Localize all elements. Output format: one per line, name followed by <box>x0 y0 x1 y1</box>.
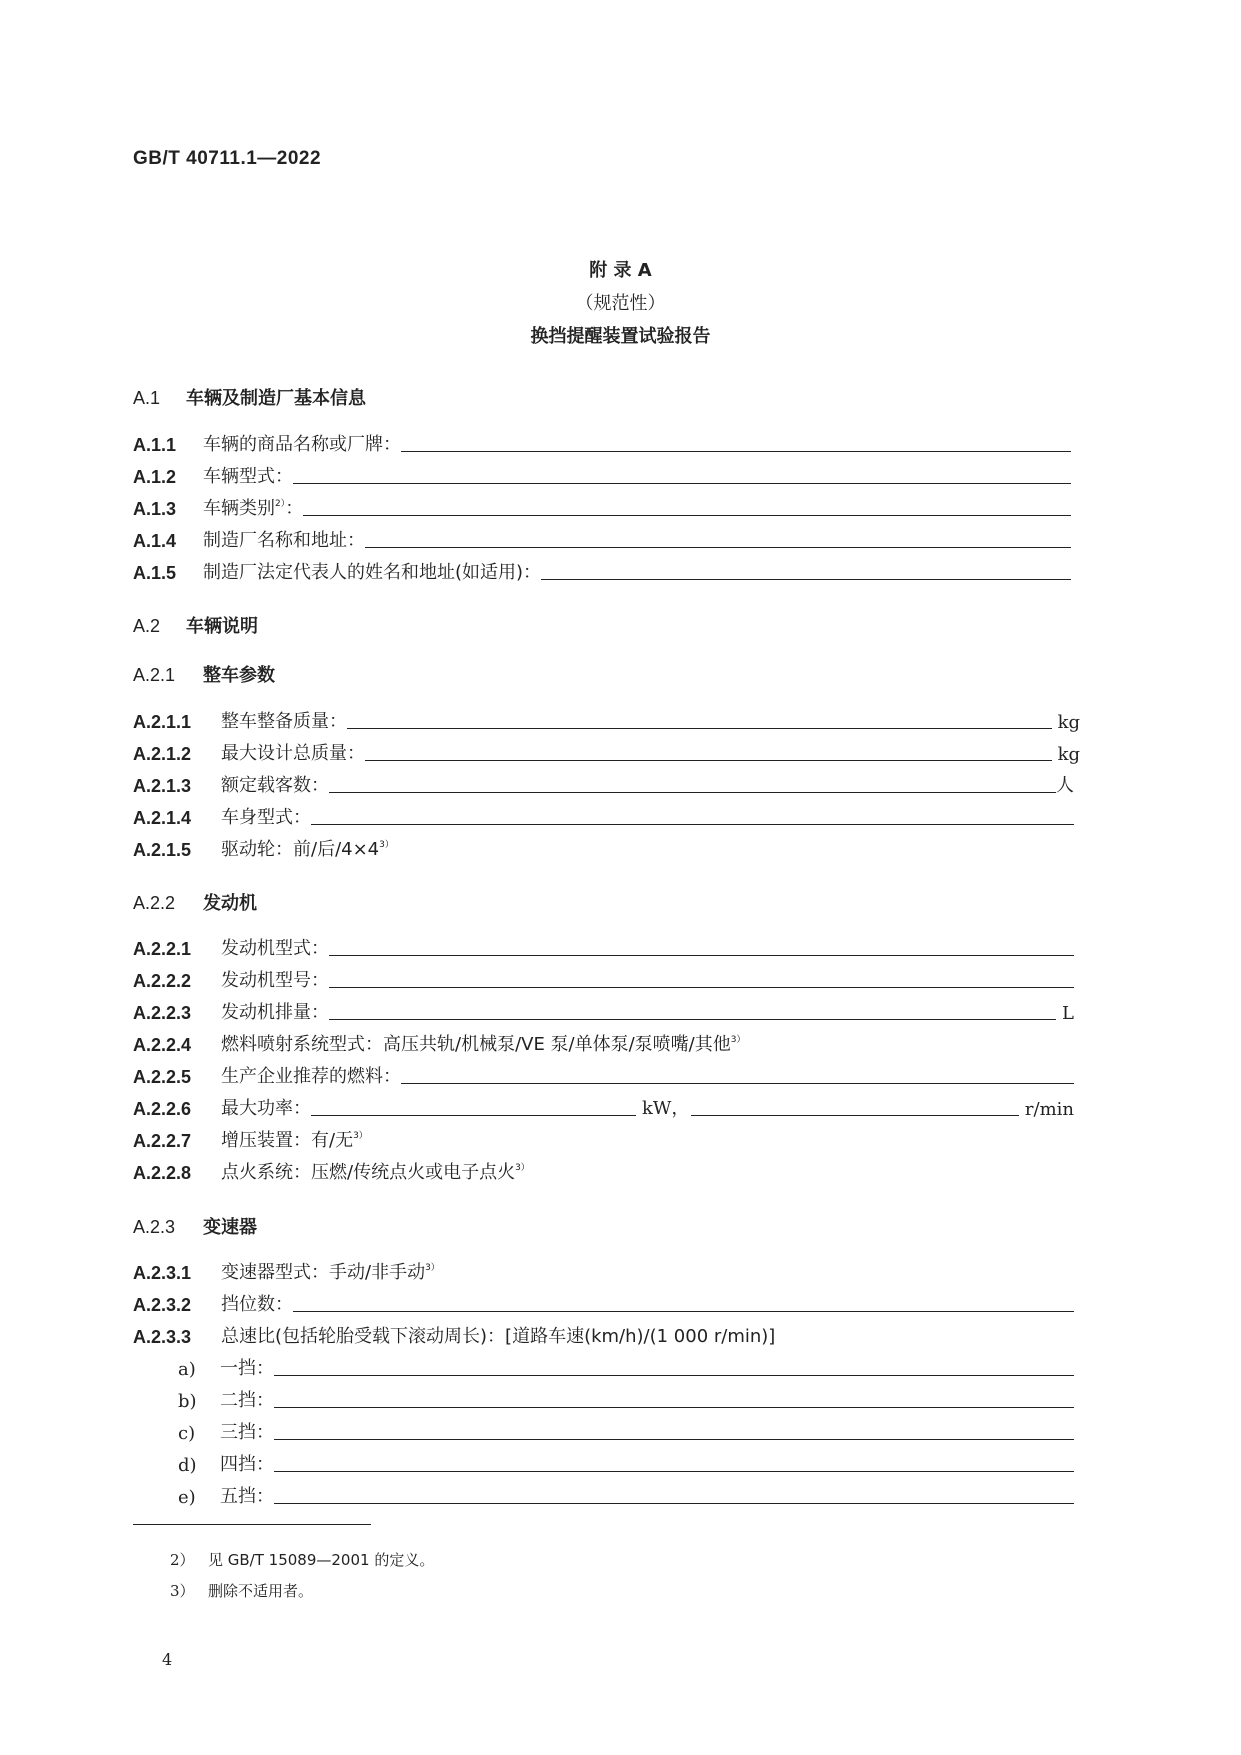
field-a225 <box>133 1062 1074 1088</box>
section-number: A.2.1 <box>133 665 176 685</box>
blank-line[interactable] <box>329 791 1056 793</box>
blank-line[interactable] <box>329 954 1074 956</box>
field-a233 <box>133 1322 1074 1348</box>
field-label-text: 燃料喷射系统型式：高压共轨/机械泵/VE 泵/单体泵/泵喷嘴/其他 <box>221 1034 731 1055</box>
field-label: 发动机型号： <box>221 970 329 991</box>
field-number: A.1.4 <box>133 531 177 551</box>
blank-line[interactable] <box>401 450 1071 452</box>
blank-line[interactable] <box>293 482 1071 484</box>
blank-line[interactable] <box>541 578 1071 580</box>
section-number: A.2.2 <box>133 893 176 913</box>
blank-line[interactable] <box>347 727 1052 729</box>
field-label-text: 变速器型式：手动/非手动 <box>221 1262 426 1283</box>
field-a15 <box>133 558 1071 584</box>
gear-row-4 <box>178 1450 1074 1476</box>
footnote-text: 见 GB/T 15089—2001 的定义。 <box>208 1551 435 1569</box>
field-label: 挡位数： <box>221 1294 293 1315</box>
unit-persons: 人 <box>1056 775 1074 796</box>
field-number: A.2.1.4 <box>133 808 192 828</box>
field-label: 生产企业推荐的燃料： <box>221 1066 401 1087</box>
field-label <box>221 1126 368 1152</box>
section-label: 整车参数 <box>203 665 275 686</box>
section-number: A.2 <box>133 616 161 636</box>
field-label <box>221 835 394 861</box>
gear-row-5 <box>178 1482 1074 1508</box>
gear-row-3 <box>178 1418 1074 1444</box>
footnote-divider <box>133 1524 371 1525</box>
gear-label: 三挡： <box>220 1422 274 1443</box>
unit-liters: L <box>1062 1003 1074 1024</box>
field-number: A.2.2.1 <box>133 939 192 959</box>
field-label: 车辆型式： <box>203 466 293 487</box>
field-label: 车辆的商品名称或厂牌： <box>203 434 401 455</box>
section-a2 <box>133 612 258 638</box>
blank-line[interactable] <box>274 1438 1074 1440</box>
field-label <box>221 1030 745 1056</box>
blank-line[interactable] <box>329 986 1074 988</box>
footnote-ref: 3） <box>730 1035 746 1045</box>
field-label-colon: ： <box>285 498 304 519</box>
field-a221 <box>133 934 1074 960</box>
footnote-number: 3） <box>170 1582 195 1600</box>
field-number: A.1.5 <box>133 563 177 583</box>
field-a14 <box>133 526 1071 552</box>
field-a213 <box>133 771 1074 797</box>
gear-letter: c) <box>178 1423 196 1444</box>
gear-label: 四挡： <box>220 1454 274 1475</box>
gear-letter: e) <box>178 1487 196 1508</box>
section-a1 <box>133 384 366 410</box>
section-number: A.1 <box>133 388 161 408</box>
gear-letter: b) <box>178 1391 197 1412</box>
footnote-ref: 3） <box>379 840 394 850</box>
gear-label: 一挡： <box>220 1358 274 1379</box>
field-number: A.2.2.2 <box>133 971 192 991</box>
unit-rpm: r/min <box>1024 1099 1074 1120</box>
field-label: 额定载客数： <box>221 775 329 796</box>
field-a212 <box>133 739 1080 765</box>
gear-letter: d) <box>178 1455 197 1476</box>
field-number: A.2.3.3 <box>133 1327 192 1347</box>
blank-line[interactable] <box>274 1470 1074 1472</box>
blank-line[interactable] <box>311 823 1074 825</box>
footnote-3 <box>170 1580 313 1601</box>
field-label: 发动机排量： <box>221 1002 329 1023</box>
blank-line[interactable] <box>274 1374 1074 1376</box>
gear-label: 五挡： <box>220 1486 274 1507</box>
field-number: A.2.2.6 <box>133 1099 192 1119</box>
footnote-text: 删除不适用者。 <box>208 1582 314 1600</box>
field-label-text: 驱动轮：前/后/4×4 <box>221 839 380 860</box>
field-a214 <box>133 803 1074 829</box>
blank-line[interactable] <box>274 1406 1074 1408</box>
blank-line[interactable] <box>365 759 1052 761</box>
field-a226 <box>133 1094 1074 1120</box>
field-label-text: 点火系统：压燃/传统点火或电子点火 <box>221 1162 516 1183</box>
field-a222 <box>133 966 1074 992</box>
blank-line[interactable] <box>401 1082 1074 1084</box>
field-number: A.1.1 <box>133 435 177 455</box>
gear-row-2 <box>178 1386 1074 1412</box>
section-label: 车辆说明 <box>186 616 258 637</box>
section-a22 <box>133 889 257 915</box>
section-label: 变速器 <box>203 1217 257 1238</box>
field-number: A.2.2.7 <box>133 1131 192 1151</box>
unit-kw: kW， <box>642 1098 690 1119</box>
unit-kg: kg <box>1057 712 1080 733</box>
appendix-subject: 换挡提醒装置试验报告 <box>530 326 711 347</box>
field-label: 最大功率： <box>221 1098 311 1119</box>
blank-line-speed[interactable] <box>691 1114 1018 1116</box>
field-number: A.2.2.8 <box>133 1163 192 1183</box>
field-label: 车身型式： <box>221 807 311 828</box>
field-number: A.1.2 <box>133 467 177 487</box>
field-label: 最大设计总质量： <box>221 743 365 764</box>
field-a12 <box>133 462 1071 488</box>
footnote-ref: 3） <box>515 1163 530 1173</box>
field-a224 <box>133 1030 1074 1056</box>
section-label: 车辆及制造厂基本信息 <box>186 388 366 409</box>
field-a232 <box>133 1290 1074 1316</box>
field-number: A.2.1.1 <box>133 712 192 732</box>
blank-line[interactable] <box>303 514 1071 516</box>
field-label: 发动机型式： <box>221 938 329 959</box>
blank-line[interactable] <box>365 546 1071 548</box>
field-a211 <box>133 707 1080 733</box>
field-a223 <box>133 998 1074 1024</box>
section-a23 <box>133 1213 257 1239</box>
field-label: 制造厂法定代表人的姓名和地址(如适用)： <box>203 562 542 583</box>
field-number: A.2.2.3 <box>133 1003 192 1023</box>
page-number: 4 <box>162 1650 173 1669</box>
field-a231 <box>133 1258 1074 1284</box>
section-label: 发动机 <box>203 893 257 914</box>
footnote-ref: 3） <box>425 1263 440 1273</box>
field-label <box>203 494 303 520</box>
gear-row-1 <box>178 1354 1074 1380</box>
blank-line[interactable] <box>293 1310 1074 1312</box>
appendix-type: （规范性） <box>575 293 666 314</box>
gear-label: 二挡： <box>220 1390 274 1411</box>
field-label: 制造厂名称和地址： <box>203 530 365 551</box>
appendix-title: 附 录 A <box>589 260 652 281</box>
section-number: A.2.3 <box>133 1217 176 1237</box>
field-number: A.1.3 <box>133 499 177 519</box>
field-label <box>221 1158 530 1184</box>
blank-line-power[interactable] <box>311 1114 636 1116</box>
footnote-ref: 3） <box>353 1131 368 1141</box>
standard-number: GB/T 40711.1—2022 <box>133 148 322 169</box>
blank-line[interactable] <box>329 1018 1056 1020</box>
field-number: A.2.1.5 <box>133 840 192 860</box>
field-label: 总速比(包括轮胎受载下滚动周长)：[道路车速(km/h)/(1 000 r/min)] <box>221 1326 776 1347</box>
field-number: A.2.2.5 <box>133 1067 192 1087</box>
field-a13 <box>133 494 1071 520</box>
gear-letter: a) <box>178 1359 196 1380</box>
field-label-text: 增压装置：有/无 <box>221 1130 354 1151</box>
section-a21 <box>133 661 275 687</box>
field-a11 <box>133 430 1071 456</box>
field-label-text: 车辆类别 <box>203 498 275 519</box>
field-number: A.2.2.4 <box>133 1035 192 1055</box>
field-label: 整车整备质量： <box>221 711 347 732</box>
field-number: A.2.3.1 <box>133 1263 192 1283</box>
footnote-number: 2） <box>170 1551 195 1569</box>
field-number: A.2.1.2 <box>133 744 192 764</box>
field-a215 <box>133 835 1074 861</box>
field-label <box>221 1258 440 1284</box>
blank-line[interactable] <box>274 1502 1074 1504</box>
footnote-ref: 2） <box>275 499 286 509</box>
footnote-2 <box>170 1549 434 1570</box>
unit-kg: kg <box>1057 744 1080 765</box>
field-number: A.2.1.3 <box>133 776 192 796</box>
field-a227 <box>133 1126 1074 1152</box>
field-a228 <box>133 1158 1074 1184</box>
field-number: A.2.3.2 <box>133 1295 192 1315</box>
